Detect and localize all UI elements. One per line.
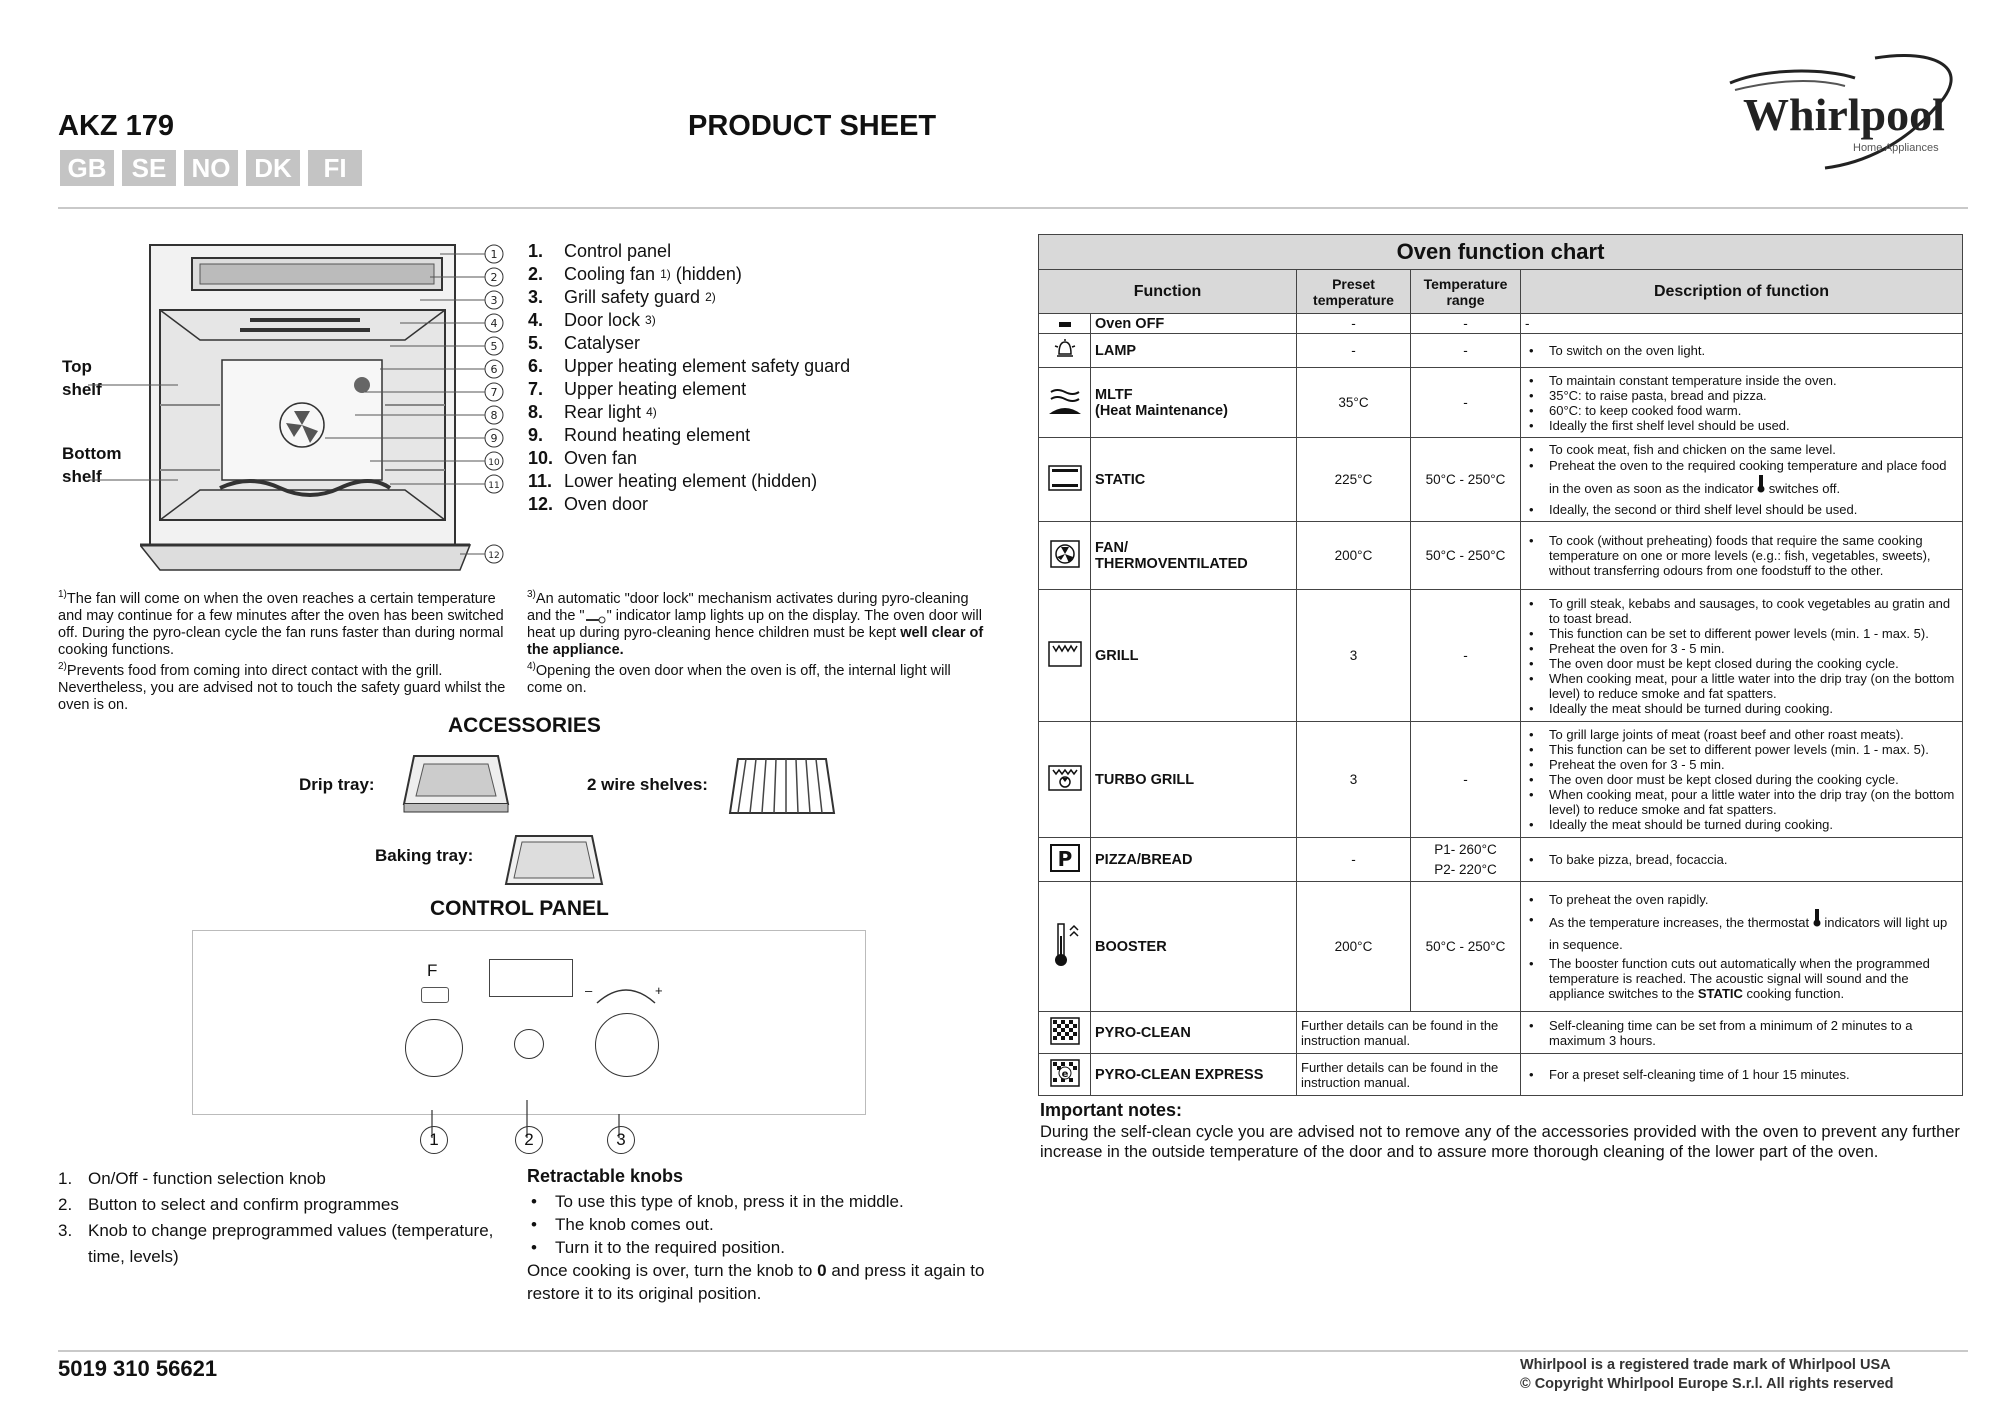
list-item: 4. Door lock 3) (528, 310, 656, 330)
table-row: P PIZZA/BREAD - P1- 260°C P2- 220°C • To bake pizza, bread, focaccia. (1039, 838, 1963, 882)
list-item: 2. Button to select and confirm programmes (58, 1195, 399, 1214)
callout: 1 (420, 1126, 448, 1154)
list-item: 8. Rear light 4) (528, 402, 657, 422)
pyro-express-icon (1049, 1058, 1081, 1088)
function-label: F (427, 961, 438, 980)
callout: 6 (490, 363, 498, 376)
baking-tray-label: Baking tray: (375, 846, 474, 865)
list-item: 12. Oven door (528, 494, 649, 514)
control-panel-title: CONTROL PANEL (430, 897, 609, 920)
heat-maintenance-icon (1047, 386, 1083, 416)
footnote-4: $^{4)}$Opening the oven door when the oven is off, the internal light will come on. (527, 661, 951, 696)
language-badge: DK (246, 150, 300, 186)
callout: 2 (515, 1126, 543, 1154)
important-notes-title: Important notes: (1040, 1100, 1182, 1120)
booster-icon (1050, 922, 1080, 968)
footnote-2: $^{2)}$Prevents food from coming into direct contact with the grill. Nevertheless, you are advised not to touch the safety guard whilst the oven is on. (58, 661, 506, 713)
table-row: PYRO-CLEAN Further details can be found in the instruction manual. • Self-cleaning time can be set from a minimum of 2 minutes to a maximum 3 hours. (1039, 1012, 1963, 1054)
callout: 7 (490, 386, 498, 399)
language-badge: SE (122, 150, 176, 186)
drip-tray-image (402, 752, 510, 818)
table-row: Oven OFF - - - (1039, 314, 1963, 334)
fan-icon (1049, 539, 1081, 569)
callout: 5 (490, 340, 498, 353)
footnote-3: $^{3)}$An automatic "door lock" mechanism activates during pyro-cleaning and the " " indicator lamp lights up on the display. The oven door will heat up during pyro-cleaning hence children must be kept well clear of the appliance. (527, 589, 984, 658)
indicator-lamp (421, 987, 449, 1003)
drip-tray-label: Drip tray: (299, 775, 375, 794)
retractable-knobs-text: • To use this type of knob, press it in the middle. • The knob comes out. • Turn it to the required position. Once cooking is over, turn the knob to 0 and press it again to restore it to its original position. (527, 1190, 997, 1305)
turbo-grill-icon (1047, 763, 1083, 793)
language-badge: NO (184, 150, 238, 186)
header-preset: Preset temperature (1297, 270, 1411, 314)
wire-shelves-label: 2 wire shelves: (587, 775, 708, 794)
off-icon (1059, 322, 1071, 328)
list-item: • The knob comes out. (531, 1215, 714, 1234)
door-lock-icon (585, 612, 607, 620)
list-item: 9. Round heating element (528, 425, 751, 445)
callout: 3 (490, 294, 498, 307)
arc-indicator (593, 983, 659, 1005)
table-row: STATIC 225°C 50°C - 250°C • To cook meat, fish and chicken on the same level. • Preheat the oven to the required cooking temperature and place food in the oven as soon as the indicator switches off. • Ideally, the second or third shelf level should be used. (1039, 438, 1963, 522)
grill-icon (1047, 639, 1083, 669)
callout: 10 (488, 458, 500, 468)
footer-divider (58, 1350, 1968, 1352)
header-description: Description of function (1521, 270, 1963, 314)
list-item: 3. Grill safety guard 2) (528, 287, 716, 307)
header-function: Function (1039, 270, 1297, 314)
table-row: TURBO GRILL 3 - • To grill large joints of meat (roast beef and other roast meats). • This function can be set to different power levels (min. 1 - max. 5). • Preheat the oven for 3 - 5 min. • The oven door must be kept closed during the cooking cycle. • When cooking meat, pour a little water into the drip tray (on the bottom level) to reduce smoke and fat spatters. • Ideally the meat should be turned during cooking. (1039, 722, 1963, 838)
accessories-title: ACCESSORIES (448, 714, 601, 737)
minus-label: – (585, 983, 593, 998)
list-item: 11. Lower heating element (hidden) (528, 471, 818, 491)
baking-tray-image (502, 832, 606, 892)
lamp-icon (1052, 338, 1078, 360)
list-item: 2. Cooling fan 1) (hidden) (528, 264, 742, 284)
chart-title: Oven function chart (1039, 235, 1963, 270)
model-number: AKZ 179 (58, 110, 175, 142)
copyright-notice: Whirlpool is a registered trade mark of Whirlpool USA © Copyright Whirlpool Europe S.r.l. All rights reserved (1520, 1357, 1894, 1392)
list-item: 3. Knob to change preprogrammed values (temperature, time, levels) (58, 1221, 494, 1266)
product-code: 5019 310 56621 (58, 1356, 218, 1381)
pizza-icon (1049, 843, 1081, 873)
list-item: 7. Upper heating element (528, 379, 747, 399)
shelf-leader-lines (88, 380, 178, 490)
oven-function-chart (1038, 234, 1963, 1096)
svg-text:e: e (1061, 1069, 1068, 1080)
display-window (489, 959, 573, 997)
table-row: e PYRO-CLEAN EXPRESS Further details can be found in the instruction manual. • For a preset self-cleaning time of 1 hour 15 minutes. (1039, 1054, 1963, 1096)
logo-subtext: Home Appliances (1853, 142, 1939, 154)
list-item: • Turn it to the required position. (531, 1238, 785, 1257)
callout: 9 (490, 432, 498, 445)
language-badge: GB (60, 150, 114, 186)
retractable-knobs-title: Retractable knobs (527, 1166, 684, 1186)
thermometer-icon (1813, 909, 1821, 927)
parts-list (528, 240, 850, 516)
table-row: FAN/ THERMOVENTILATED 200°C 50°C - 250°C • To cook (without preheating) foods that require the same cooking temperature on one or more levels (e.g.: fish, vegetables, sweets), without transferring odours from one foodstuff to the other. (1039, 522, 1963, 590)
page-title: PRODUCT SHEET (688, 110, 937, 142)
list-item: 6. Upper heating element safety guard (528, 356, 851, 376)
important-notes-text: During the self-clean cycle you are advised not to remove any of the accessories provided with the oven to prevent any further increase in the outside temperature of the door and to assure more thorough cleaning of the lower part of the oven. (1040, 1123, 1960, 1161)
list-item: 1. On/Off - function selection knob (58, 1169, 326, 1188)
table-row: BOOSTER 200°C 50°C - 250°C • To preheat the oven rapidly. • As the temperature increases, the thermostat indicators will light up in sequence. • The booster function cuts out automatically when the programmed temperature is reached. The acoustic signal will sound and the appliance switches to the STATIC cooking function. (1039, 882, 1963, 1012)
callout: 12 (488, 551, 500, 561)
footnote-1: $^{1)}$The fan will come on when the oven reaches a certain temperature and may continue for a few minutes after the oven has been switched off. During the pyro-clean cycle the fan runs faster than during normal cooking functions. (58, 589, 504, 658)
plus-label: + (655, 983, 663, 998)
table-row: GRILL 3 - • To grill steak, kebabs and sausages, to cook vegetables au gratin and to toast bread. • This function can be set to different power levels (min. 1 - max. 5). • Preheat the oven for 3 - 5 min. • The oven door must be kept closed during the cooking cycle. • When cooking meat, pour a little water into the drip tray (on the bottom level) to reduce smoke and fat spatters. • Ideally the meat should be turned during cooking. (1039, 590, 1963, 722)
bottom-shelf-label: Bottom shelf (62, 444, 122, 486)
oven-diagram (140, 240, 510, 575)
pyro-icon (1049, 1016, 1081, 1046)
logo-text: Whirlpool (1743, 89, 1945, 140)
header-divider (58, 207, 1968, 209)
control-panel-legend (58, 1166, 513, 1270)
wire-shelf-image (728, 755, 836, 821)
static-icon (1047, 463, 1083, 493)
header-range: Temperature range (1411, 270, 1521, 314)
top-shelf-label: Top shelf (62, 357, 102, 399)
callout: 3 (607, 1126, 635, 1154)
language-badge: FI (308, 150, 362, 186)
list-item: 10. Oven fan (528, 448, 638, 468)
table-row: LAMP - - • To switch on the oven light. (1039, 334, 1963, 368)
callout: 1 (490, 248, 498, 261)
table-row: MLTF (Heat Maintenance) 35°C - • To maintain constant temperature inside the oven. • 35°C: to raise pasta, bread and pizza. • 60°C: to keep cooked food warm. • Ideally the first shelf level should be used. (1039, 368, 1963, 438)
whirlpool-logo (1725, 48, 1970, 178)
callout: 8 (490, 409, 498, 422)
callout: 11 (488, 481, 500, 491)
list-item: 5. Catalyser (528, 333, 641, 353)
list-item: • To use this type of knob, press it in the middle. (531, 1192, 904, 1211)
thermometer-icon (1757, 475, 1765, 493)
svg-text:P: P (1057, 847, 1072, 871)
language-badges (60, 150, 362, 186)
callout: 4 (490, 317, 498, 330)
list-item: 1. Control panel (528, 241, 672, 261)
callout: 2 (490, 271, 498, 284)
